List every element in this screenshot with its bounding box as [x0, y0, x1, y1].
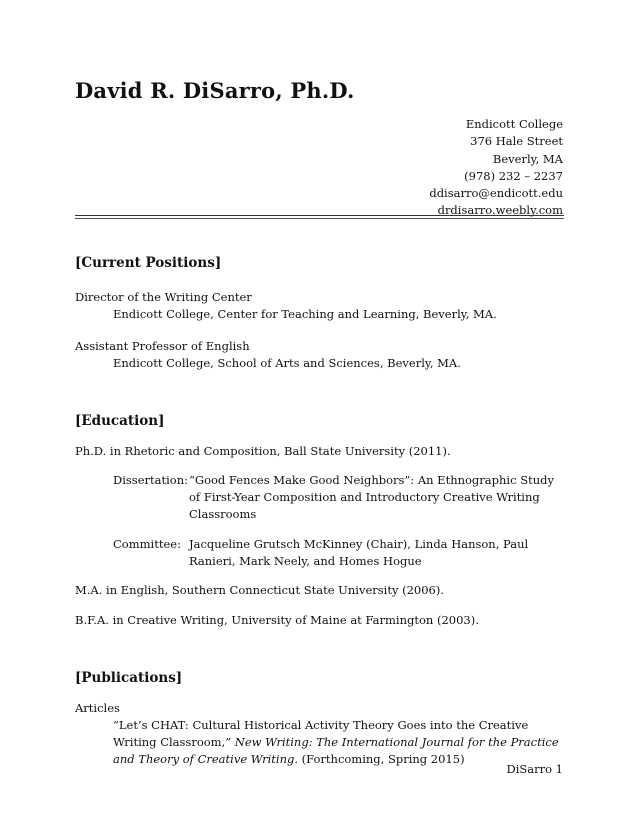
position-title: Director of the Writing Center [75, 290, 252, 304]
article-title: “Let’s CHAT: Cultural Historical Activity Theory Goes into the Creative Writing Classroom,” [113, 718, 529, 749]
contact-block [429, 116, 563, 220]
contact-email: ddisarro@endicott.edu [429, 186, 563, 201]
dissertation-entry [75, 472, 565, 523]
degree-ma: M.A. in English, Southern Connecticut State University (2006). [75, 583, 444, 597]
position-title: Assistant Professor of English [75, 339, 250, 353]
cv-body [75, 254, 565, 768]
page-number: DiSarro 1 [506, 762, 563, 776]
dissertation-text: “Good Fences Make Good Neighbors”: An Ethnographic Study of First-Year Composition and Introductory Creative Writing Classrooms [189, 473, 554, 521]
section-heading-current-positions: [Current Positions] [75, 255, 222, 271]
contact-phone: (978) 232 – 2237 [464, 168, 563, 183]
contact-website: drdisarro.weebly.com [437, 203, 563, 218]
committee-label: Committee: [113, 537, 181, 551]
dissertation-label: Dissertation: [113, 473, 188, 487]
contact-city: Beverly, MA [492, 151, 563, 166]
article-journal: New Writing: The International Journal for the Practice and Theory of Creative Writing [113, 735, 559, 766]
article-note: . (Forthcoming, Spring 2015) [294, 752, 465, 766]
degree-phd: Ph.D. in Rhetoric and Composition, Ball State University (2011). [75, 444, 451, 458]
degree-bfa: B.F.A. in Creative Writing, University of Maine at Farmington (2003). [75, 613, 479, 627]
publications-subheading: Articles [75, 701, 120, 715]
committee-text: Jacqueline Grutsch McKinney (Chair), Linda Hanson, Paul Ranieri, Mark Neely, and Homes Hogue [189, 537, 529, 568]
article-entry [75, 717, 565, 768]
contact-institution: Endicott College [465, 117, 563, 131]
section-heading-education: [Education] [75, 413, 165, 429]
header-divider-thin [75, 218, 564, 219]
position-detail: Endicott College, School of Arts and Sciences, Beverly, MA. [113, 356, 461, 370]
section-heading-publications: [Publications] [75, 670, 183, 686]
position-detail: Endicott College, Center for Teaching and Learning, Beverly, MA. [113, 307, 497, 321]
author-name: David R. DiSarro, Ph.D. [75, 78, 355, 103]
header-divider [75, 215, 564, 216]
committee-entry [75, 536, 565, 570]
contact-street: 376 Hale Street [470, 134, 563, 149]
